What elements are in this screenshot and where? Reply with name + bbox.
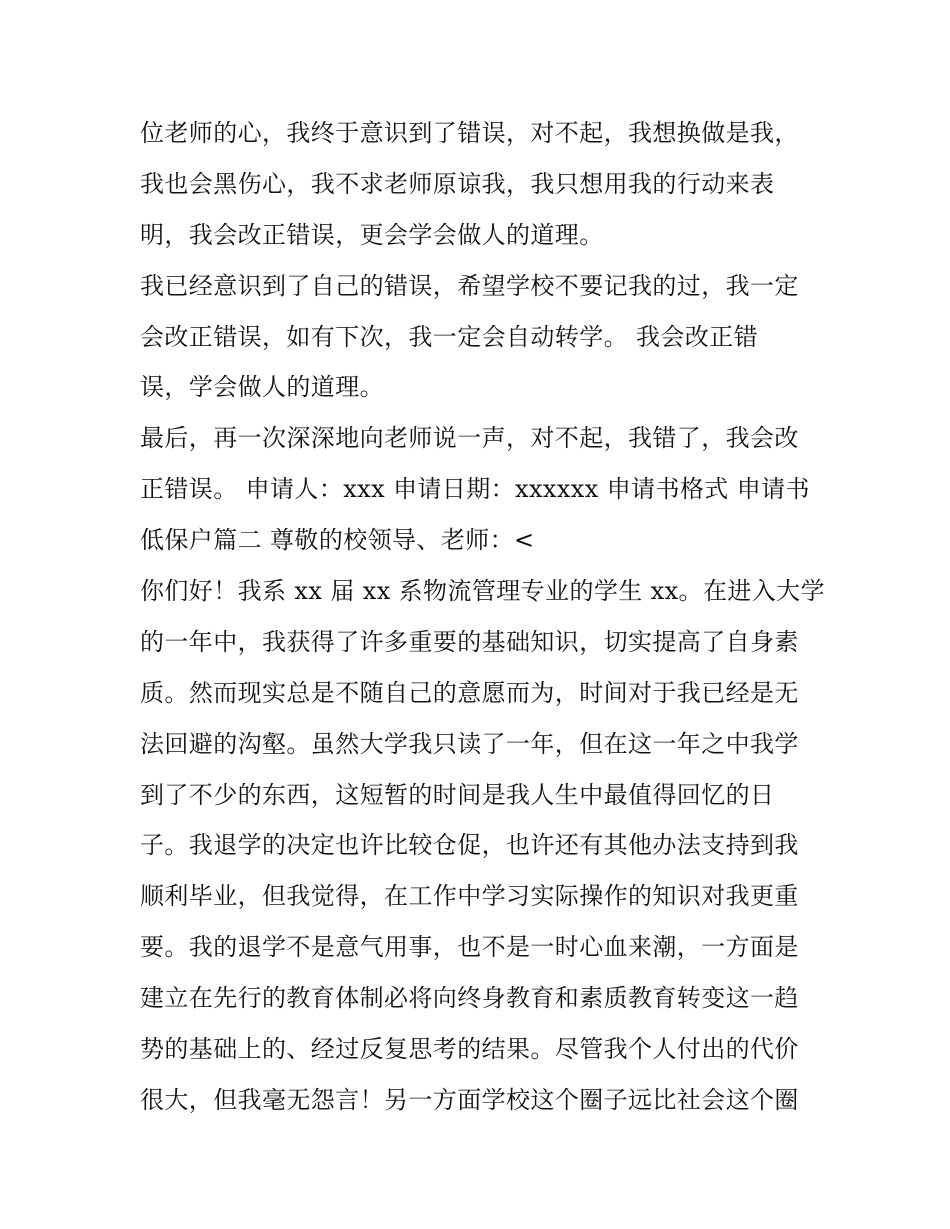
text-line: 建立在先行的教育体制必将向终身教育和素质教育转变这一趋 bbox=[140, 984, 799, 1013]
text-line: 要。我的退学不是意气用事，也不是一时心血来潮，一方面是 bbox=[140, 933, 799, 962]
text-line: 明，我会改正错误，更会学会做人的道理。 bbox=[140, 220, 604, 249]
text-line: 的一年中，我获得了许多重要的基础知识，切实提高了自身素 bbox=[140, 627, 799, 656]
text-line: 顺利毕业，但我觉得，在工作中学习实际操作的知识对我更重 bbox=[140, 882, 799, 911]
text-line: 最后，再一次深深地向老师说一声，对不起，我错了，我会改 bbox=[140, 424, 799, 453]
text-line: 误，学会做人的道理。 bbox=[140, 373, 384, 402]
text-line: 我也会黑伤心，我不求老师原谅我，我只想用我的行动来表 bbox=[140, 169, 775, 198]
text-line: 质。然而现实总是不随自己的意愿而为，时间对于我已经是无 bbox=[140, 678, 799, 707]
text-line: 会改正错误，如有下次，我一定会自动转学。 我会改正错 bbox=[140, 322, 759, 351]
text-line: 低保户篇二 尊敬的校领导、老师：< bbox=[140, 526, 535, 555]
text-line: 我已经意识到了自己的错误，希望学校不要记我的过，我一定 bbox=[140, 271, 799, 300]
text-line: 法回避的沟壑。虽然大学我只读了一年，但在这一年之中我学 bbox=[140, 729, 799, 758]
text-line: 子。我退学的决定也许比较仓促，也许还有其他办法支持到我 bbox=[140, 831, 799, 860]
text-line: 你们好！我系 xx 届 xx 系物流管理专业的学生 xx。在进入大学 bbox=[140, 577, 825, 606]
text-line: 位老师的心，我终于意识到了错误，对不起，我想换做是我， bbox=[140, 119, 799, 147]
text-line: 势的基础上的、经过反复思考的结果。尽管我个人付出的代价 bbox=[140, 1035, 799, 1064]
text-line: 正错误。 申请人：xxx 申请日期：xxxxxx 申请书格式 申请书 bbox=[140, 475, 810, 504]
document-body bbox=[140, 108, 825, 1126]
text-line: 到了不少的东西，这短暂的时间是我人生中最值得回忆的日 bbox=[140, 780, 775, 809]
text-line: 很大，但我毫无怨言！另一方面学校这个圈子远比社会这个圈 bbox=[140, 1085, 799, 1114]
